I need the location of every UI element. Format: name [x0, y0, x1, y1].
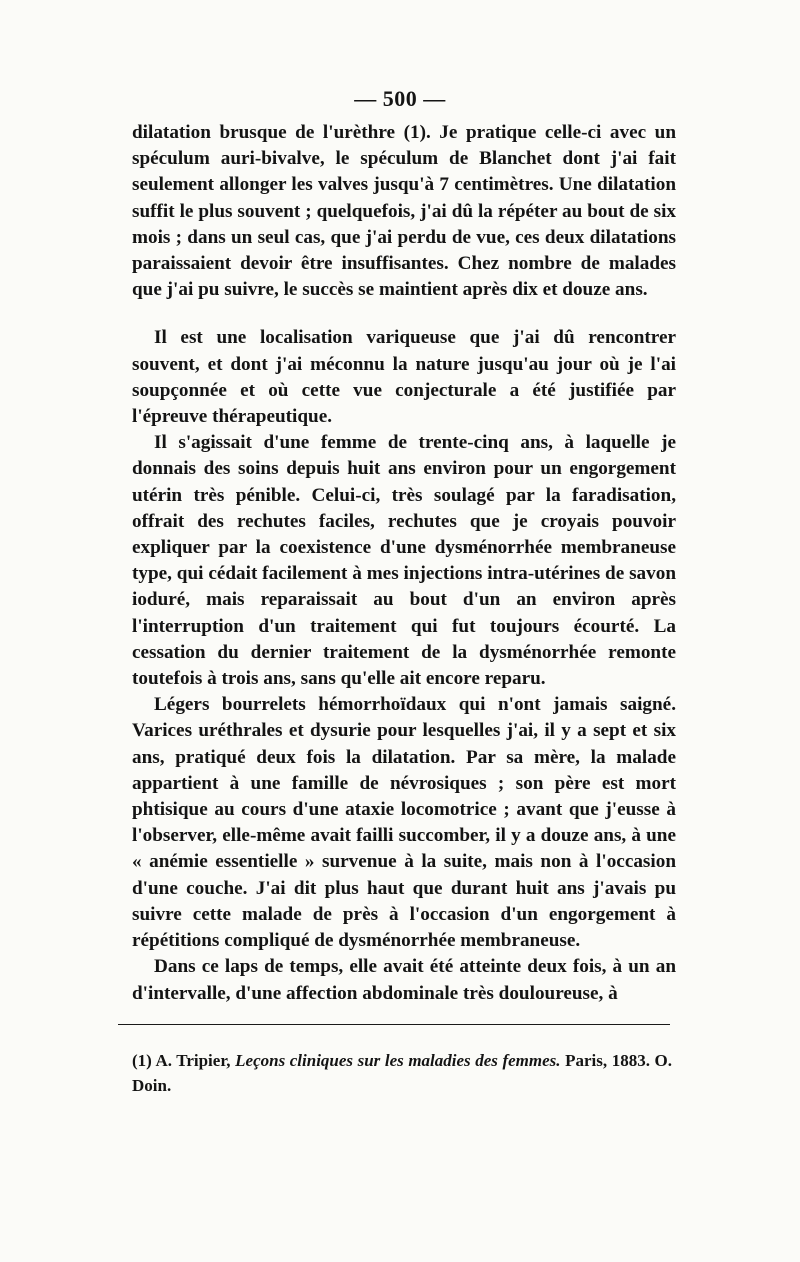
- footnote: [132, 1048, 672, 1098]
- page-number: — 500 —: [354, 86, 446, 111]
- body-text: [132, 120, 676, 1007]
- paragraph-symptoms: Légers bourrelets hémorrhoïdaux qui n'ont jamais saigné. Varices uréthrales et dysurie pour lesquelles j'ai, il y a sept et six ans, pratiqué deux fois la dilatation. Par sa mère, la malade appartient à une famille de névrosiques ; son père est mort phtisique au cours d'une ataxie locomotrice ; avant que j'eusse à l'observer, elle-même avait failli succomber, il y a douze ans, à une « anémie essentielle » survenue à la suite, mais non à l'occasion d'une couche. J'ai dit plus haut que durant huit ans j'avais pu suivre cette malade de près à l'occasion d'un engorgement à répétitions compliqué de dysménorrhée membraneuse.: [132, 694, 676, 952]
- footnote-divider: [118, 1024, 670, 1025]
- paragraph-abdominal-affection: Dans ce laps de temps, elle avait été atteinte deux fois, à un an d'intervalle, d'une affection abdominale très douloureuse, à: [132, 956, 676, 1004]
- footnote-author: (1) A. Tripier,: [132, 1051, 231, 1070]
- paragraph-case-history: Il s'agissait d'une femme de trente-cinq ans, à laquelle je donnais des soins depuis huit ans environ pour un engorgement utérin très pénible. Celui-ci, très soulagé par la faradisation, offrait des rechutes faciles, rechutes que je croyais pouvoir expliquer par la coexistence d'une dysménorrhée membraneuse type, qui cédait facilement à mes injections intra-utérines de savon ioduré, mais reparaissait au bout d'un an environ après l'interruption d'un traitement qui fut toujours écourté. La cessation du dernier traitement de la dysménorrhée remonte toutefois à trois ans, sans qu'elle ait encore reparu.: [132, 432, 676, 690]
- footnote-publisher: Paris, 1883. O. Doin.: [132, 1051, 672, 1095]
- paragraph-continuation: dilatation brusque de l'urèthre (1). Je pratique celle-ci avec un spéculum auri-bivalve, le spéculum de Blanchet dont j'ai fait seulement allonger les valves jusqu'à 7 centimètres. Une dilatation suffit le plus souvent ; quelquefois, j'ai dû la répéter au bout de six mois ; dans un seul cas, que j'ai perdu de vue, ces deux dilatations paraissaient devoir être insuffisantes. Chez nombre de malades que j'ai pu suivre, le succès se maintient après dix et douze ans.: [132, 122, 676, 301]
- footnote-text: [132, 1048, 672, 1098]
- paragraph-varicose-localisation: Il est une localisation variqueuse que j'ai dû rencontrer souvent, et dont j'ai méconnu la nature jusqu'au jour où je l'ai soupçonnée et où cette vue conjecturale a été justifiée par l'épreuve thérapeutique.: [132, 327, 676, 428]
- footnote-title: Leçons cliniques sur les maladies des femmes.: [235, 1051, 561, 1070]
